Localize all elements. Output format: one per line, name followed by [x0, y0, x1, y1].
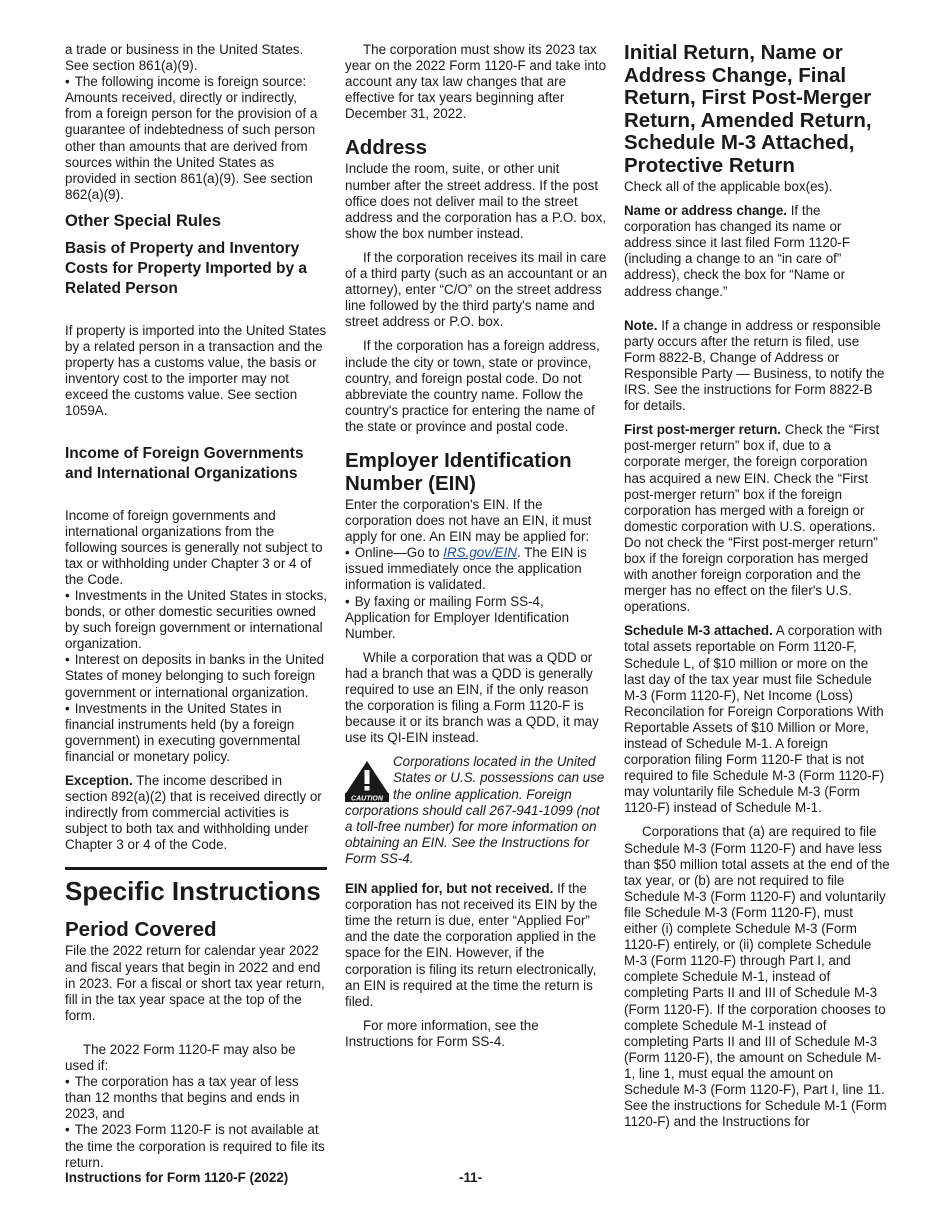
- more-info-text: For more information, see the Instructions for Form SS-4.: [345, 1017, 539, 1049]
- specific-instructions-heading: Specific Instructions: [65, 876, 321, 907]
- footer-title: Instructions for Form 1120-F (2022): [65, 1170, 289, 1185]
- ein-paragraph: Enter the corporation's EIN. If the corporation does not have an EIN, it must apply for one. An EIN may be applied for:: [345, 496, 592, 545]
- address-paragraph-1: Include the room, suite, or other unit number after the street address. If the post office does not deliver mail to the street address and the corporation has a P.O. box, show the box number instead.: [345, 161, 607, 241]
- schedule-m3-text: A corporation with total assets reportable on Form 1120-F, Schedule L, of $10 million or more on the last day of the tax year must file Schedule M-3 (Form 1120-F), Net Income (Loss) Reconcilation for Foreign Corporations With Reportable Assets of $10 Million or More, instead of Schedule M-1. A foreign corporation filing Form 1120-F that is not required to file Schedule M-3 (Form 1120-F) may voluntarily file Schedule M-3 (Form 1120-F) instead of Schedule M-1.: [624, 623, 885, 816]
- ein-applied-lead: EIN applied for, but not received.: [345, 881, 554, 897]
- section-divider: [65, 867, 327, 870]
- exception-text: The income described in section 892(a)(2) that is received directly or indirectly from commercial activities is subject to both tax and withholding under Chapter 3 or 4 of the Code.: [65, 773, 322, 853]
- caution-label: CAUTION: [351, 795, 383, 803]
- address-paragraph-2: If the corporation receives its mail in care of a third party (such as an accountant or an attorney), enter “C/O” on the street address line followed by the third party's name and street address or P.O. box.: [345, 249, 608, 330]
- page-number: -11-: [459, 1170, 483, 1185]
- foreign-governments-heading: Income of Foreign Governments and International Organizations: [65, 444, 304, 482]
- form-bullet: • The 2023 Form 1120-F is not available at the time the corporation is required to file its return.: [65, 1122, 327, 1170]
- initial-return-heading: Initial Return, Name or Address Change, Final Return, First Post-Merger Return, Amended Return, Schedule M-3 Attached, Protective Return: [624, 41, 872, 177]
- address-paragraph-3: If the corporation has a foreign address, include the city or town, state or province, country, and foreign postal code. Do not abbreviate the country name. Follow the country's practice for entering the name of the state or province and postal code.: [345, 338, 600, 434]
- column-right: [624, 42, 890, 1138]
- corporations-text: Corporations that (a) are required to file Schedule M-3 (Form 1120-F) and have less than $50 million total assets at the end of the tax year, or (b) are not required to file Schedule M-3 (Form 1120-F) and voluntarily file Schedule M-3 (Form 1120-F), must either (i) complete Schedule M-3 (Form 1120-F) entirely, or (ii) complete Schedule M-3 (Form 1120-F) through Part I, and complete Schedule M-1, instead of completing Parts II and III of Schedule M-3 (Form 1120-F). If the corporation chooses to complete Schedule M-1 instead of completing Parts II and III of Schedule M-3 (Form 1120-F), the amount on Schedule M-1, line 1, must equal the amount on Schedule M-3 (Form 1120-F), Part I, line 11. See the instructions for Schedule M-1 (Form 1120-F) and the Instructions for: [624, 824, 890, 1130]
- basis-property-text: If property is imported into the United States by a related person in a transaction and the property has a customs value, the basis or inventory cost to the importer may not exceed the customs value. See section 1059A.: [65, 322, 327, 419]
- period-covered-heading: Period Covered: [65, 918, 217, 942]
- foreign-governments-text: Income of foreign governments and international organizations from the following sources is generally not subject to tax or withholding under Chapter 3 or 4 of the Code.: [65, 507, 323, 587]
- ein-applied-text: If the corporation has not received its EIN by the time the return is due, enter “Applied For” and the date the corporation applied in the space for the EIN. However, if the corporation is filing its return electronically, an EIN is required at the time the return is filed.: [345, 881, 598, 1009]
- form-may-text: The 2022 Form 1120-F may also be used if:: [65, 1041, 296, 1074]
- post-merger-text: Check the “First post-merger return” box if, due to a corporate merger, the foreign corporation has acquired a new EIN. Check the “First post-merger return” box if the foreign corporation has merged with a foreign or domestic corporation with U.S. operations. Do not check the “First post-merger return” box if the foreign corporation has merged with another foreign corporation and the merger has no effect on the filer's U.S. operations.: [624, 422, 880, 615]
- exception-lead: Exception.: [65, 773, 133, 788]
- schedule-m3-lead: Schedule M-3 attached.: [624, 623, 773, 639]
- post-merger-paragraph: [624, 422, 890, 615]
- column-middle: [345, 42, 607, 1058]
- ein-online-pre: Online—Go to: [354, 545, 444, 561]
- name-change-paragraph: [624, 203, 890, 300]
- other-special-rules-heading: Other Special Rules: [65, 211, 221, 230]
- column-left: [65, 42, 327, 1171]
- ein-heading: Employer Identification Number (EIN): [345, 448, 572, 495]
- note-text: If a change in address or responsible party occurs after the return is filed, use Form 8822-B, Change of Address or Responsible Party — Business, to notify the IRS. See the instructions for Form 8822-B for details.: [624, 317, 885, 414]
- caution-note: [345, 754, 607, 867]
- period-covered-text: File the 2022 return for calendar year 2022 and fiscal years that begin in 2022 and end in 2023. For a fiscal or short tax year return, fill in the tax year space at the top of the form.: [65, 943, 325, 1023]
- caution-icon: [345, 760, 389, 802]
- note-paragraph: [624, 318, 890, 415]
- income-bullet: • Investments in the United States in financial instruments held (by a foreign government) in executing governmental financial or monetary policy.: [65, 701, 327, 765]
- basis-property-heading: Basis of Property and Inventory Costs for Property Imported by a Related Person: [65, 239, 308, 297]
- address-heading: Address: [345, 136, 428, 160]
- ein-online-post: . The EIN is issued immediately once the application information is validated.: [345, 545, 587, 593]
- ein-applied-paragraph: [345, 881, 607, 1010]
- intro-text: a trade or business in the United States. See section 861(a)(9).: [65, 42, 304, 74]
- must-show-text: The corporation must show its 2023 tax year on the 2022 Form 1120-F and take into account any tax law changes that are effective for tax years beginning after December 31, 2022.: [345, 42, 607, 122]
- caution-text: Corporations located in the United States or U.S. possessions can use the online application. Foreign corporations should call 267-941-1099 (not a toll-free number) for more information on obtaining an EIN. See the Instructions for Form SS-4.: [345, 754, 605, 866]
- income-bullet: • Interest on deposits in banks in the United States of money belonging to such foreign government or international organization.: [65, 652, 327, 700]
- note-lead: Note.: [624, 317, 658, 333]
- foreign-source-bullet: • The following income is foreign source: Amounts received, directly or indirectly, from a foreign person for the provision of a guarantee of indebtedness of such person other than amounts that are derived from sources within the United States as provided in section 861(a)(9). See section 862(a)(9).: [65, 74, 327, 203]
- ein-fax-bullet: • By faxing or mailing Form SS-4, Application for Employer Identification Number.: [345, 594, 607, 642]
- income-bullet: • Investments in the United States in stocks, bonds, or other domestic securities owned by such foreign government or international organization.: [65, 588, 327, 652]
- name-change-text: If the corporation has changed its name or address since it last filed Form 1120-F (including a change to an “in care of” address), check the box for “Name or address change.”: [624, 203, 850, 299]
- qdd-text: While a corporation that was a QDD or had a branch that was a QDD is generally required to use an EIN, if the only reason the corporation is filing a Form 1120-F is because it or its branch was a QDD, it may use its QI-EIN instead.: [345, 649, 599, 746]
- irs-ein-link[interactable]: IRS.gov/EIN: [443, 545, 517, 561]
- form-bullet: • The corporation has a tax year of less than 12 months that begins and ends in 2023, and: [65, 1074, 327, 1122]
- schedule-m3-paragraph: [624, 623, 890, 816]
- check-all-text: Check all of the applicable box(es).: [624, 179, 833, 194]
- post-merger-lead: First post-merger return.: [624, 422, 781, 438]
- ein-online-bullet: [345, 545, 607, 593]
- name-change-lead: Name or address change.: [624, 203, 787, 219]
- exception-paragraph: [65, 773, 327, 853]
